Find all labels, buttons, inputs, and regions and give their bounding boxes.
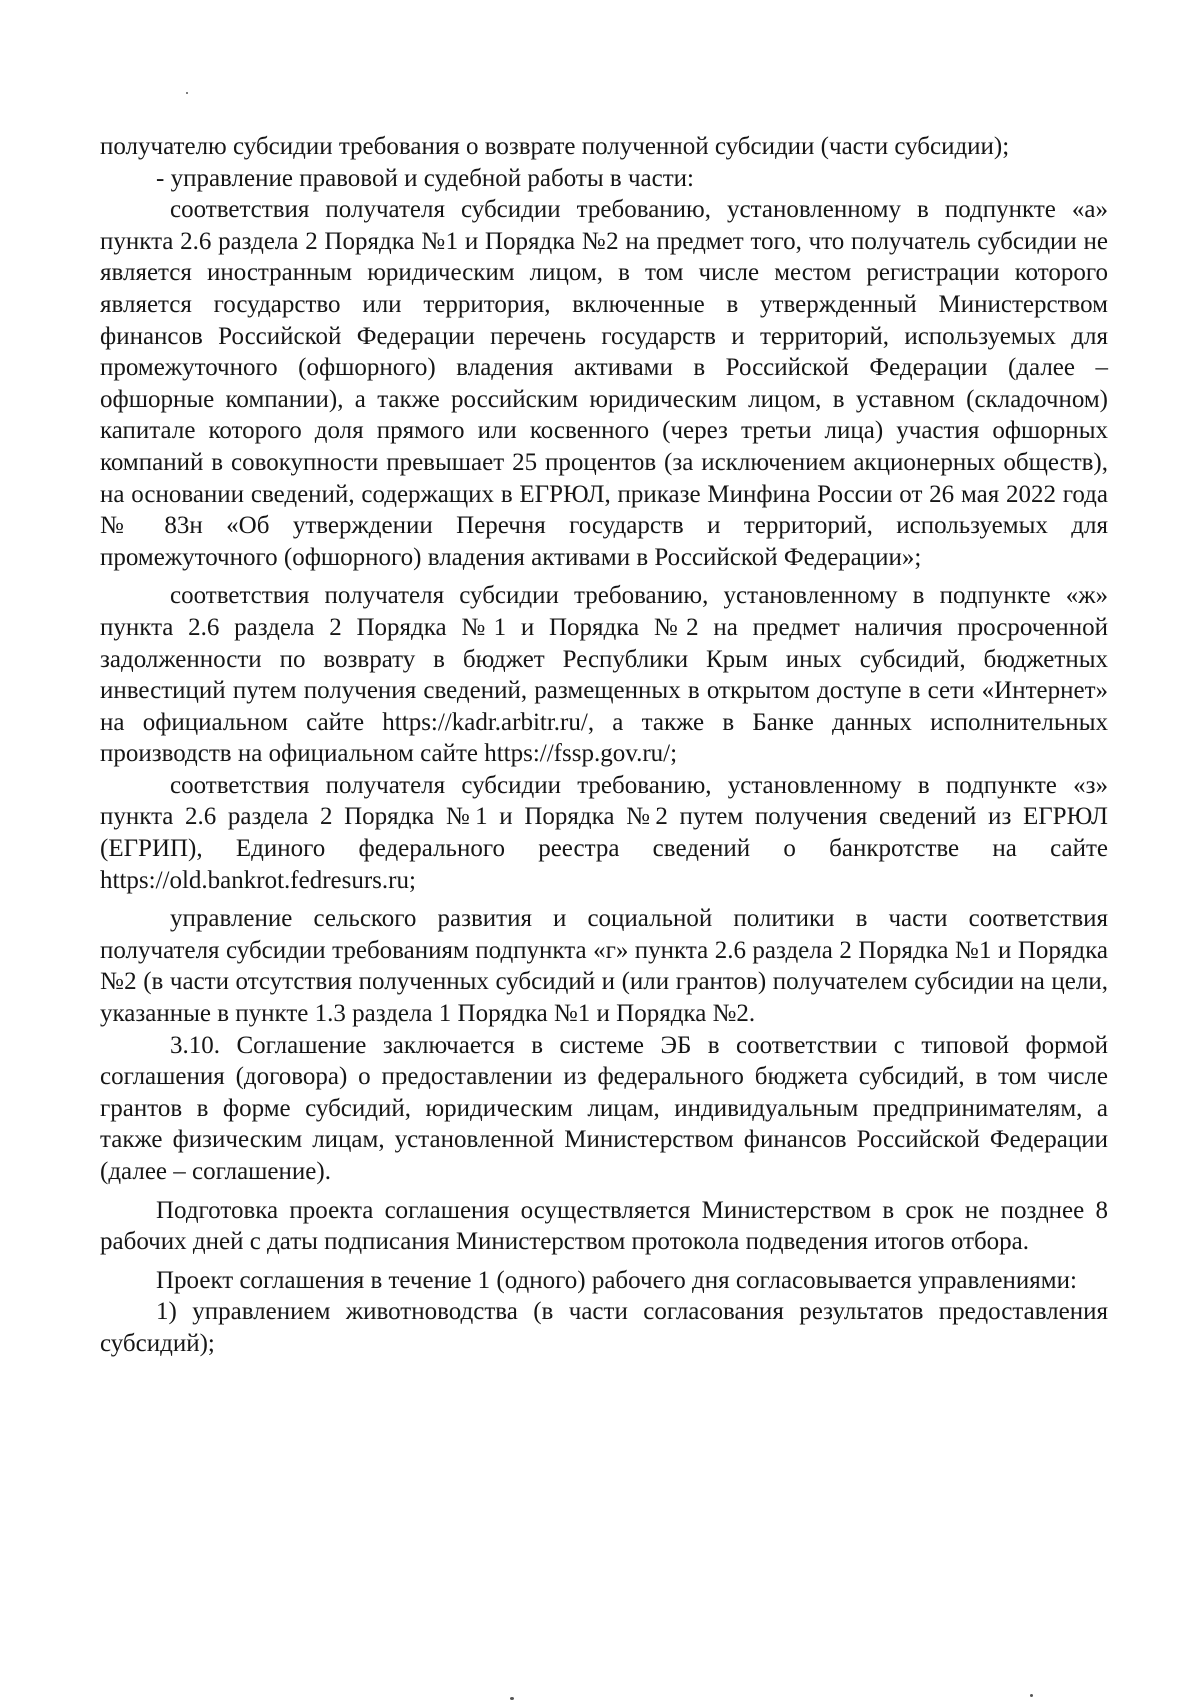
paragraph-overdue-debt-check: соответствия получателя субсидии требованию, установленному в подпункте «ж» пункта 2.6 раздела 2 Порядка №1 и Порядка №2 на предмет наличия просроченной задолженности по возврату в бюджет Республики Крым иных субсидий, бюджетных инвестиций путем получения сведений, размещенных в открытом доступе в сети «Интернет» на официальном сайте https://kadr.arbitr.ru/, а также в Банке данных исполнительных производств на официальном сайте https://fssp.gov.ru/;	[100, 582, 1108, 768]
paragraph-agreement-preparation: Подготовка проекта соглашения осуществляется Министерством в срок не позднее 8 рабочих дней с даты подписания Министерством протокола подведения итогов отбора.	[100, 1196, 1108, 1256]
paragraph-legal-department: - управление правовой и судебной работы в части:	[156, 164, 694, 192]
paragraph-rural-development: управление сельского развития и социальной политики в части соответствия получателя субсидии требованиям подпункта «г» пункта 2.6 раздела 2 Порядка №1 и Порядка №2 (в части отсутствия полученных субсидий и (или грантов) получателем субсидии на цели, указанные в пункте 1.3 раздела 1 Порядка №1 и Порядка №2.	[100, 905, 1108, 1028]
paragraph-offshore-check: соответствия получателя субсидии требованию, установленному в подпункте «а» пункта 2.6 раздела 2 Порядка №1 и Порядка №2 на предмет того, что получатель субсидии не является иностранным юридическим лицом, в том числе местом регистрации которого является государство или территория, включенные в утвержденный Министерством финансов Российской Федерации перечень государств и территорий, используемых для промежуточного (офшорного) владения активами в Российской Федерации (далее – офшорные компании), а также российским юридическим лицом, в уставном (складочном) капитале которого доля прямого или косвенного (через третьи лица) участия офшорных компаний в совокупности превышает 25 процентов (за исключением акционерных обществ), на основании сведений, содержащих в ЕГРЮЛ, приказе Минфина России от 26 мая 2022 года № 83н «Об утверждении Перечня государств и территорий, используемых для промежуточного (офшорного) владения активами в Российской Федерации»;	[100, 196, 1108, 571]
scan-speck	[1030, 1694, 1033, 1697]
scan-speck	[510, 1697, 514, 1700]
paragraph-bankruptcy-check: соответствия получателя субсидии требованию, установленному в подпункте «з» пункта 2.6 раздела 2 Порядка №1 и Порядка №2 путем получения сведений из ЕГРЮЛ (ЕГРИП), Единого федерального реестра сведений о банкротстве на сайте https://old.bankrot.fedresurs.ru;	[100, 771, 1108, 894]
paragraph-livestock-department: 1) управлением животноводства (в части согласования результатов предоставления субсидий);	[100, 1298, 1108, 1357]
paragraph-refund-requirement: получателю субсидии требования о возврате полученной субсидии (части субсидии);	[100, 133, 1010, 160]
paragraph-agreement-approval: Проект соглашения в течение 1 (одного) рабочего дня согласовывается управлениями:	[156, 1266, 1077, 1294]
scan-speck	[186, 92, 188, 94]
document-body	[100, 131, 1108, 1360]
paragraph-section-3-10: 3.10. Соглашение заключается в системе ЭБ в соответствии с типовой формой соглашения (договора) о предоставлении из федерального бюджета субсидий, в том числе грантов в форме субсидий, юридическим лицам, индивидуальным предпринимателям, а также физическим лицам, установленной Министерством финансов Российской Федерации (далее – соглашение).	[100, 1031, 1108, 1185]
